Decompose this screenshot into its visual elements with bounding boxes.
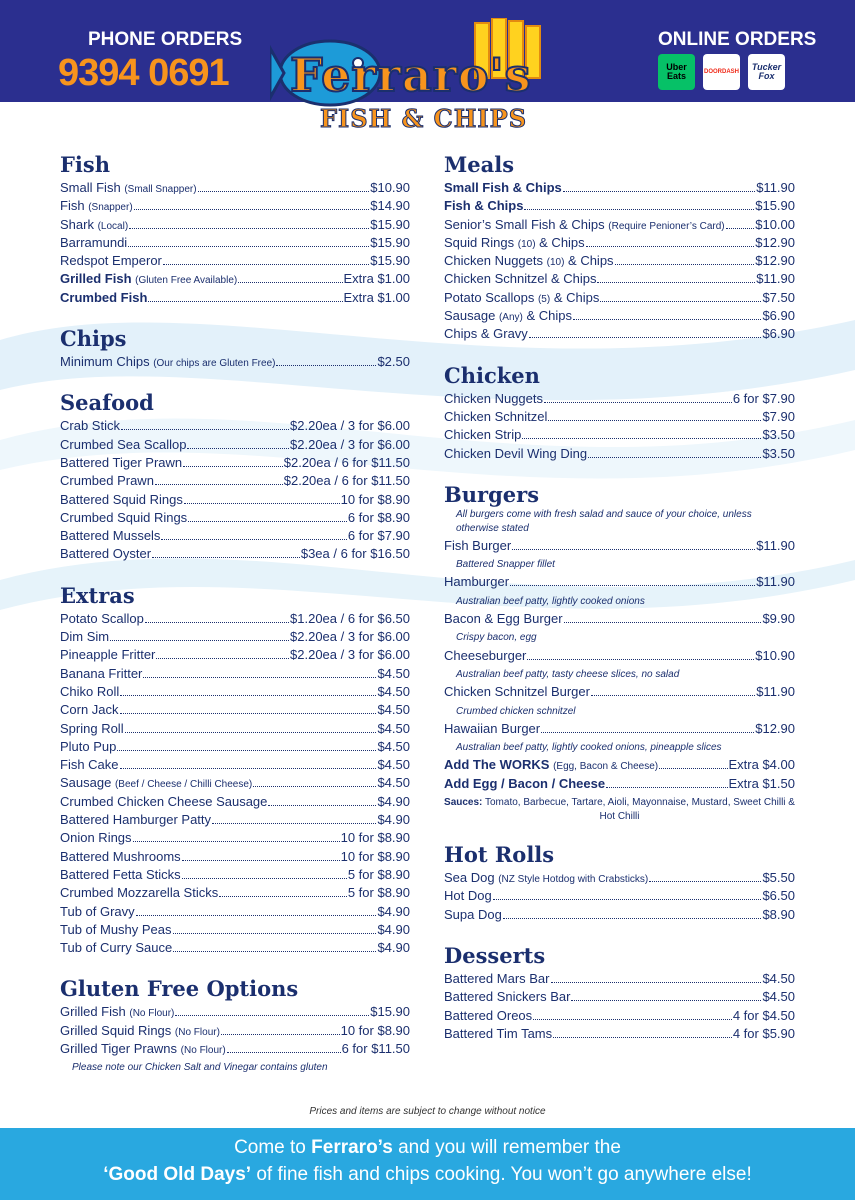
menu-left-column — [60, 150, 410, 1093]
menu-item: Small Fish & Chips $11.90 — [444, 180, 795, 195]
brand-logo — [270, 18, 590, 138]
menu-item: Tub of Gravy $4.90 — [60, 903, 410, 919]
section-title: Extras — [60, 582, 135, 608]
menu-item: Potato Scallop $1.20ea / 6 for $6.50 — [60, 610, 410, 626]
item-description: Australian beef patty, lightly cooked onions — [456, 595, 645, 607]
menu-item: Grilled Squid Rings (No Flour) 10 for $8.90 — [60, 1022, 410, 1038]
section-title: Fish — [60, 152, 110, 177]
menu-item: Sausage (Beef / Cheese / Chilli Cheese) $4.50 — [60, 775, 410, 791]
menu-item: Battered Hamburger Patty $4.90 — [60, 812, 410, 828]
menu-item: Crumbed Squid Rings 6 for $8.90 — [60, 509, 410, 525]
menu-item: Crumbed Chicken Cheese Sausage $4.90 — [60, 793, 410, 809]
menu-item: Crab Stick $2.20ea / 3 for $6.00 — [60, 418, 410, 434]
section-title: Seafood — [60, 390, 154, 416]
menu-item: Chicken Schnitzel Burger $11.90 — [444, 684, 795, 700]
menu-item: Battered Oreos 4 for $4.50 — [444, 1007, 795, 1023]
menu-item: Potato Scallops (5) & Chips $7.50 — [444, 289, 795, 305]
footer-banner — [0, 1128, 855, 1200]
price-notice: Prices and items are subject to change without notice — [309, 1106, 546, 1117]
menu-item: Spring Roll $4.50 — [60, 720, 410, 736]
menu-right-column — [444, 150, 795, 1060]
section-title: Gluten Free Options — [60, 976, 299, 1002]
delivery-apps — [658, 54, 785, 90]
menu-item: Dim Sim $2.20ea / 3 for $6.00 — [60, 629, 410, 645]
menu-item: Fish & Chips $15.90 — [444, 198, 795, 214]
menu-item: Chicken Devil Wing Ding $3.50 — [444, 445, 795, 461]
menu-item: Sausage (Any) & Chips $6.90 — [444, 308, 795, 324]
menu-item: Chiko Roll $4.50 — [60, 683, 410, 699]
menu-item: Onion Rings 10 for $8.90 — [60, 830, 410, 846]
menu-item: Redspot Emperor $15.90 — [60, 253, 410, 269]
footer-line-2: ‘Good Old Days’ of fine fish and chips cooking. You won’t go anywhere else! — [103, 1164, 752, 1185]
section-title: Hot Rolls — [444, 842, 555, 868]
phone-number[interactable]: 9394 0691 — [58, 52, 229, 94]
desserts-section — [444, 941, 795, 1044]
menu-item: Senior’s Small Fish & Chips (Require Penioner’s Card) $10.00 — [444, 216, 795, 232]
menu-item: Chicken Nuggets (10) & Chips $12.90 — [444, 253, 795, 269]
phone-orders-label: PHONE ORDERS — [88, 29, 243, 50]
sauces-note: Sauces: Tomato, Barbecue, Tartare, Aioli, Mayonnaise, Mustard, Sweet Chilli & Hot Chilli — [444, 797, 795, 823]
menu-item: Crumbed Fish Extra $1.00 — [60, 289, 410, 305]
menu-item: Battered Mars Bar $4.50 — [444, 970, 795, 986]
menu-item: Small Fish (Small Snapper) $10.90 — [60, 180, 410, 195]
fish-section — [60, 150, 410, 308]
footer-line-1: Come to Ferraro’s and you will remember the — [234, 1137, 621, 1158]
menu-item: Battered Oyster $3ea / 6 for $16.50 — [60, 546, 410, 562]
section-title: Burgers — [444, 481, 540, 507]
menu-item: Tub of Curry Sauce $4.90 — [60, 940, 410, 956]
menu-item: Fish Burger $11.90 — [444, 537, 795, 553]
menu-item: Battered Squid Rings 10 for $8.90 — [60, 491, 410, 507]
menu-item: Battered Tiger Prawn $2.20ea / 6 for $11.50 — [60, 454, 410, 470]
menu-item: Tub of Mushy Peas $4.90 — [60, 921, 410, 937]
menu-item: Cheeseburger $10.90 — [444, 647, 795, 663]
menu-item: Chicken Strip $3.50 — [444, 427, 795, 443]
menu-item: Battered Tim Tams 4 for $5.90 — [444, 1025, 795, 1041]
gluten-free-section — [60, 974, 410, 1077]
menu-item: Crumbed Sea Scallop $2.20ea / 3 for $6.00 — [60, 436, 410, 452]
uber-eats-logo[interactable]: Uber Eats — [658, 54, 695, 90]
menu-item: Battered Mushrooms 10 for $8.90 — [60, 848, 410, 864]
item-description: Battered Snapper fillet — [456, 559, 555, 571]
brand-subtitle: FISH & CHIPS — [320, 104, 528, 133]
online-orders-label: ONLINE ORDERS — [658, 29, 817, 50]
menu-item: Battered Mussels 6 for $7.90 — [60, 528, 410, 544]
menu-item: Fish (Snapper) $14.90 — [60, 198, 410, 214]
seafood-section — [60, 388, 410, 564]
menu-item: Grilled Tiger Prawns (No Flour) 6 for $11.50 — [60, 1040, 410, 1056]
item-description: Crumbed chicken schnitzel — [456, 705, 576, 717]
meals-section — [444, 150, 795, 345]
section-title: Chicken — [444, 362, 540, 388]
menu-item: Hawaiian Burger $12.90 — [444, 720, 795, 736]
menu-item: Squid Rings (10) & Chips $12.90 — [444, 234, 795, 250]
menu-item: Fish Cake $4.50 — [60, 757, 410, 773]
menu-item: Grilled Fish (Gluten Free Available) Extra $1.00 — [60, 271, 410, 287]
burgers-section — [444, 480, 795, 824]
menu-item: Pluto Pup $4.50 — [60, 738, 410, 754]
menu-item: Sea Dog (NZ Style Hotdog with Crabsticks) $5.50 — [444, 870, 795, 886]
menu-item: Crumbed Mozzarella Sticks 5 for $8.90 — [60, 885, 410, 901]
menu-item: Minimum Chips (Our chips are Gluten Free) $2.50 — [60, 354, 410, 370]
menu-item: Supa Dog $8.90 — [444, 906, 795, 922]
menu-item: Grilled Fish (No Flour) $15.90 — [60, 1004, 410, 1020]
menu-item: Pineapple Fritter $2.20ea / 3 for $6.00 — [60, 647, 410, 663]
section-title: Chips — [60, 326, 127, 352]
menu-item: Hot Dog $6.50 — [444, 888, 795, 904]
menu-item: Shark (Local) $15.90 — [60, 216, 410, 232]
menu-item: Battered Fetta Sticks 5 for $8.90 — [60, 866, 410, 882]
chips-section — [60, 324, 410, 372]
item-description: Australian beef patty, lightly cooked onions, pineapple slices — [456, 742, 722, 754]
doordash-logo[interactable]: DOORDASH — [703, 54, 740, 90]
hot-rolls-section — [444, 840, 795, 925]
chicken-section — [444, 361, 795, 464]
menu-item: Crumbed Prawn $2.20ea / 6 for $11.50 — [60, 473, 410, 489]
item-description: Australian beef patty, tasty cheese slices, no salad — [456, 668, 680, 680]
burgers-intro: All burgers come with fresh salad and sauce of your choice, unless otherwise stated — [456, 508, 752, 534]
extras-section — [60, 581, 410, 959]
menu-item: Corn Jack $4.50 — [60, 702, 410, 718]
menu-item: Chips & Gravy $6.90 — [444, 326, 795, 342]
brand-name: Ferraro's — [290, 48, 532, 102]
section-title: Desserts — [444, 942, 546, 968]
menu-item: Chicken Nuggets 6 for $7.90 — [444, 390, 795, 406]
menu-item: Chicken Schnitzel & Chips $11.90 — [444, 271, 795, 287]
menu-item: Barramundi $15.90 — [60, 234, 410, 250]
menu-item: Hamburger $11.90 — [444, 574, 795, 590]
menu-item: Chicken Schnitzel $7.90 — [444, 408, 795, 424]
menu-item: Battered Snickers Bar $4.50 — [444, 989, 795, 1005]
section-title: Meals — [444, 152, 515, 177]
gluten-note: Please note our Chicken Salt and Vinegar contains gluten — [72, 1062, 328, 1074]
item-description: Crispy bacon, egg — [456, 632, 537, 644]
menu-item: Bacon & Egg Burger $9.90 — [444, 611, 795, 627]
addon-item: Add Egg / Bacon / Cheese Extra $1.50 — [444, 775, 795, 791]
menu-item: Banana Fritter $4.50 — [60, 665, 410, 681]
tucker-fox-logo[interactable]: Tucker Fox — [748, 54, 785, 90]
addon-item: Add The WORKS (Egg, Bacon & Cheese) Extra $4.00 — [444, 757, 795, 773]
